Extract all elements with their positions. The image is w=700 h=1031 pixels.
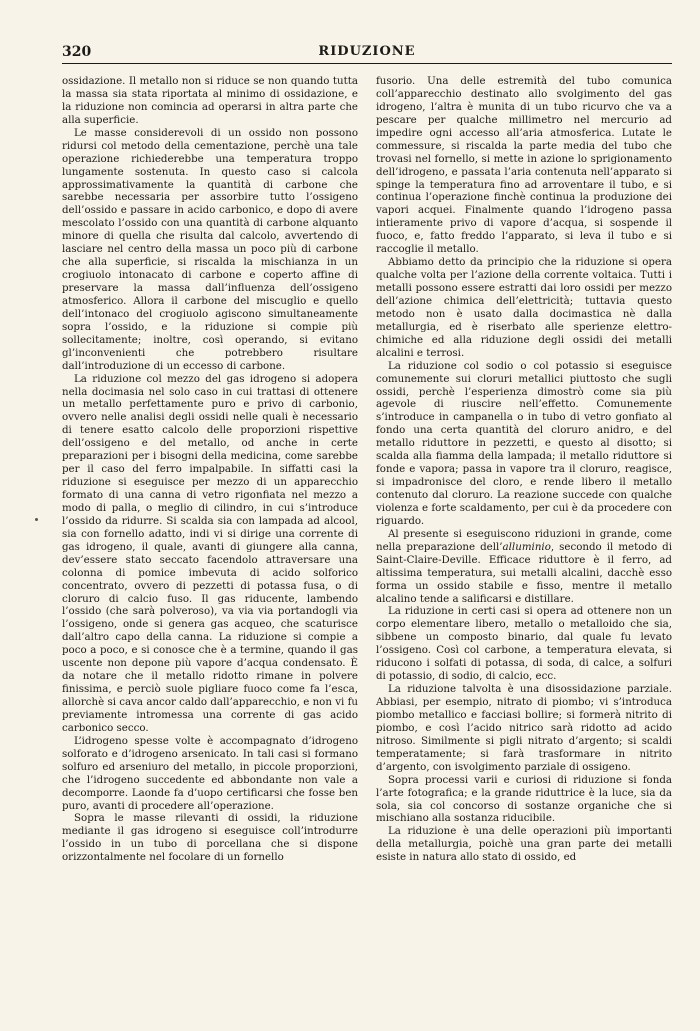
page-header — [62, 44, 672, 66]
paragraph: Le masse considerevoli di un ossido non possono ridursi col metodo della cementazione, perchè una tale operazione richiederebbe una temperatura troppo lungamente sostenuta. In questo caso si calcola approssimativamente la quantità di carbone che sarebbe necessaria per assorbire tutto l’ossigeno dell’ossido e passare in acido carbonico, e dopo di avere mescolato l’ossido con una quantità di carbone alquanto minore di quella che risulta dal calcolo, avvertendo di lasciare nel centro della massa un poco più di carbone che alla superficie, si riscalda la mischianza in un crogiuolo intonacato di carbone e coperto affine di preservare la massa dall’influenza dell’ossigeno atmosferico. Allora il carbone del miscuglio e quello dell’intonaco del crogiuolo agiscono simultaneamente sopra l’ossido, e la riduzione si compie più sollecitamente; inoltre, così operando, si evitano gl’inconvenienti che potrebbero risultare dall’introduzione di un eccesso di carbone. — [62, 126, 358, 372]
paragraph: L’idrogeno spesse volte è accompagnato d’idrogeno solforato e d’idrogeno arsenicato. In tali casi si formano solfuro ed arseniuro del metallo, in piccole proporzioni, che l’idrogeno succedente ed abbondante non vale a decomporre. Laonde fa d’uopo certificarsi che fosse ben puro, avanti di procedere all’operazione. — [62, 734, 358, 812]
paragraph-text: Al presente si eseguiscono riduzioni in grande, come nella preparazione dell’ — [376, 527, 672, 553]
text-columns — [62, 75, 672, 864]
paragraph: La riduzione col sodio o col potassio si eseguisce comunemente sui cloruri metallici piuttosto che sugli ossidi, perchè l’esperienza dimostrò come sia più agevole di riuscire nell’effetto. Comunemente s’introduce in campanella o in tubo di vetro gonfiato al fondo una certa quantità del cloruro anidro, e del metallo riduttore in pezzetti, e questo al disotto; si scalda alla fiamma della lampada; il metallo riduttore si fonde e vapora; passa in vapore tra il cloruro, reagisce, si impadronisce del cloro, e rende libero il metallo contenuto dal cloruro. La reazione succede con qualche violenza e forte scaldamento, per cui è da procedere con riguardo. — [376, 359, 672, 527]
paragraph: fusorio. Una delle estremità del tubo comunica coll’apparecchio destinato allo svolgimento del gas idrogeno, l’altra è munita di un tubo ricurvo che va a pescare per qualche millimetro nel mercurio ad impedire ogni accesso all’aria atmosferica. Lutate le commessure, si riscalda la parte media del tubo che trovasi nel fornello, si mette in azione lo sprigionamento dell’idrogeno, e passata l’aria contenuta nell’apparato si spinge la temperatura fino ad arroventare il tubo, e si continua l’operazione finchè continua la produzione dei vapori acquei. Finalmente quando l’idrogeno passa intieramente privo di vapore d’acqua, si sospende il fuoco, e, fatto freddo l’apparato, si leva il tubo e si raccoglie il metallo. — [376, 75, 672, 256]
paragraph: La riduzione è una delle operazioni più importanti della metallurgia, poichè una gran parte dei metalli esiste in natura allo stato di ossido, ed — [376, 825, 672, 864]
paragraph-text: , secondo il metodo di Saint-Claire-Deville. Efficace riduttore è il ferro, ad altissima temperatura, sui metalli alcalini, dacchè esso forma un ossido stabile e fisso, mentre il metallo alcalino tende a salificarsi e distillare. — [376, 540, 672, 605]
margin-mark — [35, 518, 38, 521]
paragraph: Abbiamo detto da principio che la riduzione si opera qualche volta per l’azione della corrente voltaica. Tutti i metalli possono essere estratti dai loro ossidi per mezzo dell’azione chimica dell’elettricità; tuttavia questo metodo non è usato dalla docimastica nè dalla metallurgia, ed è riserbato alle sperienze elettro-chimiche ed alla riduzione degli ossidi dei metalli alcalini e terrosi. — [376, 256, 672, 359]
paragraph: La riduzione in certi casi si opera ad ottenere non un corpo elementare libero, metallo o metalloido che sia, sibbene un composto binario, dal quale fu levato l’ossigeno. Così col carbone, a temperatura elevata, si riducono i solfati di potassa, di soda, di calce, a solfuri di potassio, di sodio, di calcio, ecc. — [376, 605, 672, 683]
paragraph — [376, 528, 672, 606]
paragraph: La riduzione col mezzo del gas idrogeno si adopera nella docimasia nel solo caso in cui trattasi di ottenere un metallo perfettamente puro e privo di carbonio, ovvero nelle analisi degli ossidi nelle quali è necessario di tenere esatto calcolo delle proporzioni rispettive dell’ossigeno e del metallo, od anche in certe preparazioni per i bisogni della medicina, come sarebbe per il caso del ferro impalpabile. In siffatti casi la riduzione si eseguisce per mezzo di un apparecchio formato di una canna di vetro rigonfiata nel mezzo a modo di palla, o meglio di cilindro, in cui s’introduce l’ossido da ridurre. Si scalda sia con lampada ad alcool, sia con fornello adatto, indi vi si dirige una corrente di gas idrogeno, il quale, avanti di giungere alla canna, dev’essere stato seccato facendolo attraversare una colonna di pomice imbevuta di acido solforico concentrato, ovvero di pezzetti di potassa fusa, o di cloruro di calcio fuso. Il gas riducente, lambendo l’ossido (che sarà polveroso), va via via portandogli via l’ossigeno, onde si genera gas acqueo, che scaturisce dall’altro capo della canna. La riduzione si compie a poco a poco, e si conosce che è a termine, quando il gas uscente non depone più vapore d’acqua condensato. È da notare che il metallo ridotto rimane in polvere finissima, e perciò suole pigliare fuoco come fa l’esca, allorchè si cava ancor caldo dall’apparecchio, e non vi fu previamente intromessa una corrente di gas acido carbonico secco. — [62, 372, 358, 734]
page-number: 320 — [62, 44, 92, 60]
header-rule — [62, 63, 672, 64]
paragraph: La riduzione talvolta è una disossidazione parziale. Abbiasi, per esempio, nitrato di piombo; vi s’introduca piombo metallico e facciasi bollire; si formerà nitrito di piombo, e così l’acido nitrico sarà ridotto ad acido nitroso. Similmente si pigli nitrato d’argento; si scaldi temperatamente; si farà trasformare in nitrito d’argento, con isvolgimento parziale di ossigeno. — [376, 683, 672, 773]
paragraph: Sopra processi varii e curiosi di riduzione si fonda l’arte fotografica; e la grande riduttrice è la luce, sia da sola, sia col concorso di sostanze organiche che si mischiano alla sostanza riducibile. — [376, 773, 672, 825]
paragraph: ossidazione. Il metallo non si riduce se non quando tutta la massa sia stata riportata al minimo di ossidazione, e la riduzione non comincia ad operarsi in altra parte che alla superficie. — [62, 75, 358, 126]
paragraph: Sopra le masse rilevanti di ossidi, la riduzione mediante il gas idrogeno si eseguisce coll’introdurre l’ossido in un tubo di porcellana che si dispone orizzontalmente nel focolare di un fornello — [62, 812, 358, 864]
left-column — [62, 75, 358, 864]
book-page — [62, 44, 672, 1014]
right-column — [376, 75, 672, 864]
italic-term: alluminio — [502, 540, 551, 553]
running-head: RIDUZIONE — [318, 44, 416, 59]
